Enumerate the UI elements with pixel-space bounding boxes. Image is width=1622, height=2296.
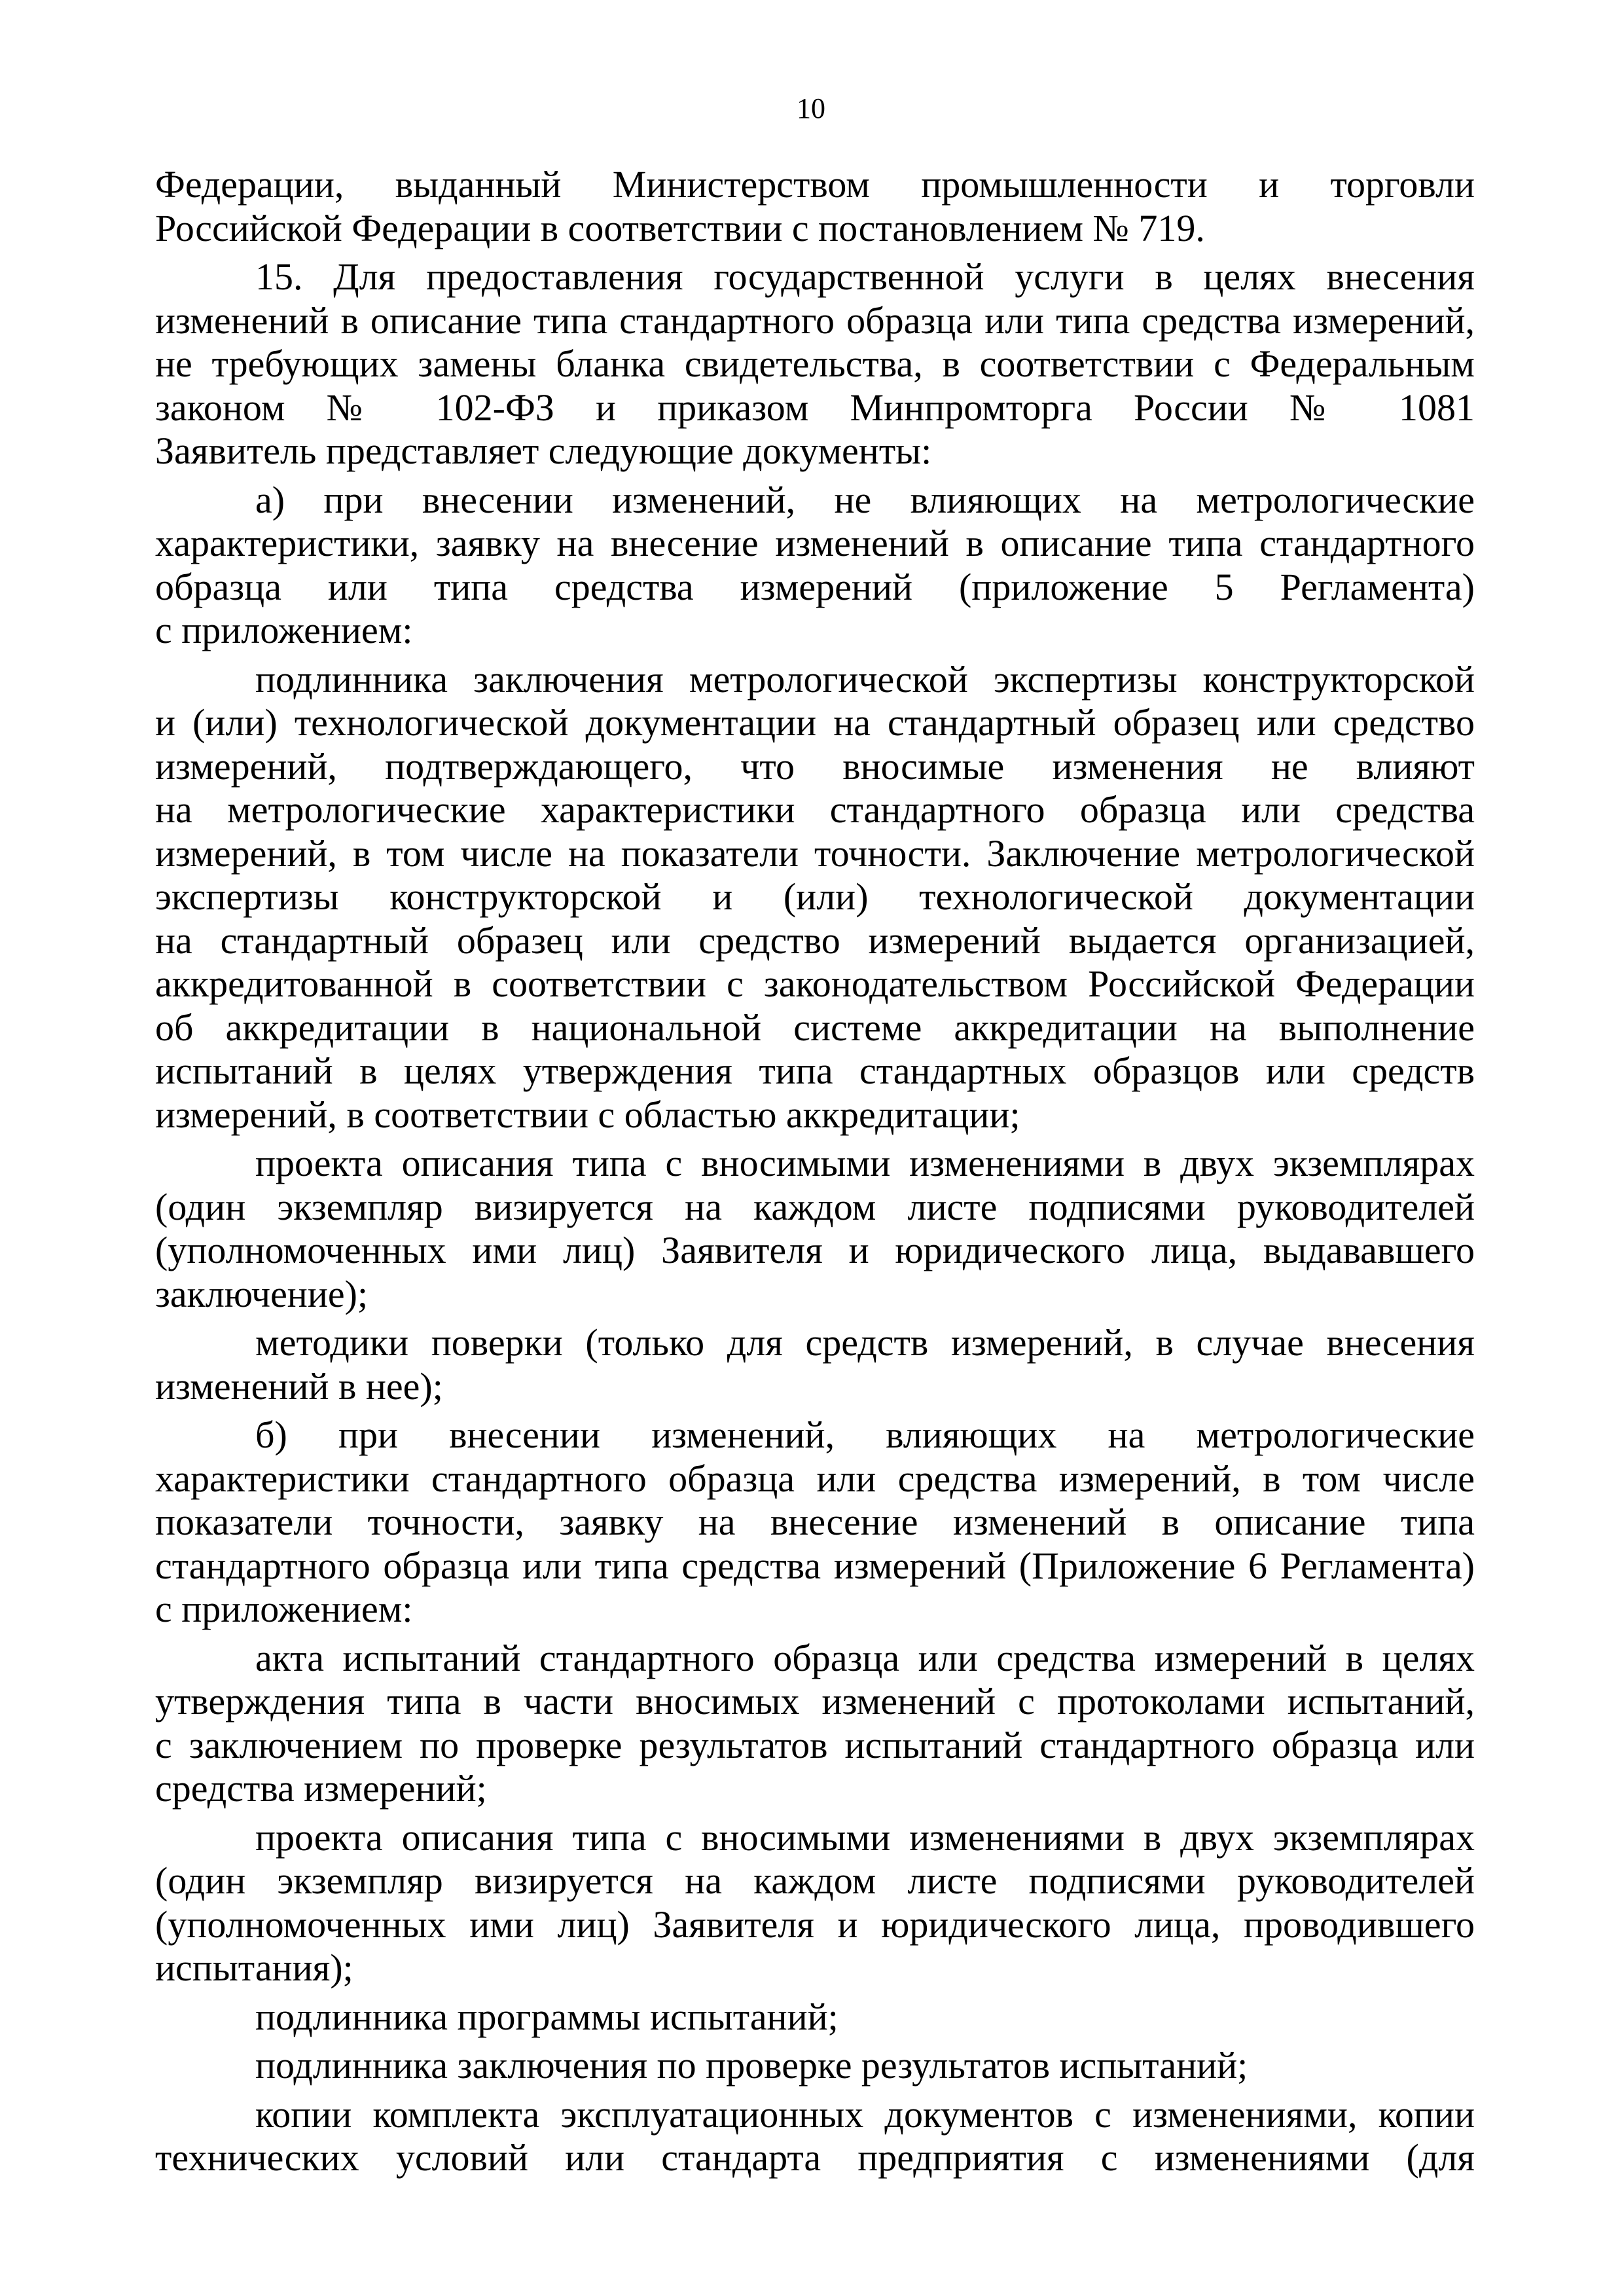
text-line: экспертизы конструкторской и (или) технологической документации bbox=[155, 875, 1475, 918]
text-line: Российской Федерации в соответствии с постановлением № 719. bbox=[155, 206, 1205, 249]
page-number: 10 bbox=[797, 92, 825, 124]
text-line: а) при внесении изменений, не влияющих на метрологические bbox=[255, 478, 1475, 521]
text-line: методики поверки (только для средств измерений, в случае внесения bbox=[255, 1321, 1475, 1364]
text-line: копии комплекта эксплуатационных документов с изменениями, копии bbox=[255, 2092, 1475, 2136]
text-line: не требующих замены бланка свидетельства, в соответствии с Федеральным bbox=[155, 342, 1475, 385]
text-line: (уполномоченных ими лиц) Заявителя и юридического лица, проводившего bbox=[155, 1903, 1475, 1946]
text-line: законом № 102-ФЗ и приказом Минпромторга России № 1081 bbox=[155, 386, 1475, 429]
text-line: и (или) технологической документации на стандартный образец или средство bbox=[155, 701, 1475, 744]
text-line: б) при внесении изменений, влияющих на метрологические bbox=[255, 1413, 1475, 1456]
text-line: с заключением по проверке результатов испытаний стандартного образца или bbox=[155, 1723, 1475, 1766]
text-line: измерений, подтверждающего, что вносимые изменения не влияют bbox=[155, 744, 1475, 788]
text-line: Федерации, выданный Министерством промышленности и торговли bbox=[155, 163, 1475, 206]
text-line: 15. Для предоставления государственной услуги в целях внесения bbox=[255, 255, 1475, 298]
text-line: стандартного образца или типа средства измерений (Приложение 6 Регламента) bbox=[155, 1544, 1475, 1587]
text-line: проекта описания типа с вносимыми изменениями в двух экземплярах bbox=[255, 1142, 1475, 1184]
text-line: (один экземпляр визируется на каждом листе подписями руководителей bbox=[155, 1859, 1475, 1902]
text-line: средства измерений; bbox=[155, 1767, 487, 1810]
text-line: образца или типа средства измерений (приложение 5 Регламента) bbox=[155, 565, 1475, 608]
text-line: акта испытаний стандартного образца или средства измерений в целях bbox=[255, 1636, 1475, 1679]
text-line: измерений, в соответствии с областью аккредитации; bbox=[155, 1093, 1020, 1136]
text-line: аккредитованной в соответствии с законодательством Российской Федерации bbox=[155, 962, 1475, 1005]
text-line: характеристики, заявку на внесение изменений в описание типа стандартного bbox=[155, 522, 1475, 564]
text-line: на метрологические характеристики стандартного образца или средства bbox=[155, 788, 1475, 831]
text-line: с приложением: bbox=[155, 1588, 413, 1630]
text-line: заключение); bbox=[155, 1272, 369, 1315]
text-line: проекта описания типа с вносимыми изменениями в двух экземплярах bbox=[255, 1815, 1475, 1859]
text-line: технических условий или стандарта предприятия с изменениями (для bbox=[155, 2136, 1475, 2179]
text-line: об аккредитации в национальной системе аккредитации на выполнение bbox=[155, 1006, 1475, 1049]
text-line: (один экземпляр визируется на каждом листе подписями руководителей bbox=[155, 1185, 1475, 1228]
text-line: с приложением: bbox=[155, 609, 413, 651]
text-line: показатели точности, заявку на внесение изменений в описание типа bbox=[155, 1501, 1475, 1543]
text-line: характеристики стандартного образца или средства измерений, в том числе bbox=[155, 1457, 1475, 1500]
text-line: изменений в описание типа стандартного образца или типа средства измерений, bbox=[155, 299, 1475, 342]
text-line: Заявитель представляет следующие документы: bbox=[155, 429, 932, 472]
text-line: испытания); bbox=[155, 1946, 353, 1989]
text-line: измерений, в том числе на показатели точности. Заключение метрологической bbox=[155, 831, 1475, 875]
text-line: подлинника заключения метрологической экспертизы конструкторской bbox=[255, 657, 1475, 701]
text-line: испытаний в целях утверждения типа стандартных образцов или средств bbox=[155, 1049, 1475, 1092]
text-line: подлинника заключения по проверке результатов испытаний; bbox=[255, 2044, 1248, 2086]
text-line: (уполномоченных ими лиц) Заявителя и юридического лица, выдававшего bbox=[155, 1229, 1475, 1271]
text-line: подлинника программы испытаний; bbox=[255, 1995, 838, 2038]
text-line: изменений в нее); bbox=[155, 1364, 443, 1408]
text-line: на стандартный образец или средство измерений выдается организацией, bbox=[155, 919, 1475, 962]
text-line: утверждения типа в части вносимых изменений с протоколами испытаний, bbox=[155, 1680, 1475, 1722]
